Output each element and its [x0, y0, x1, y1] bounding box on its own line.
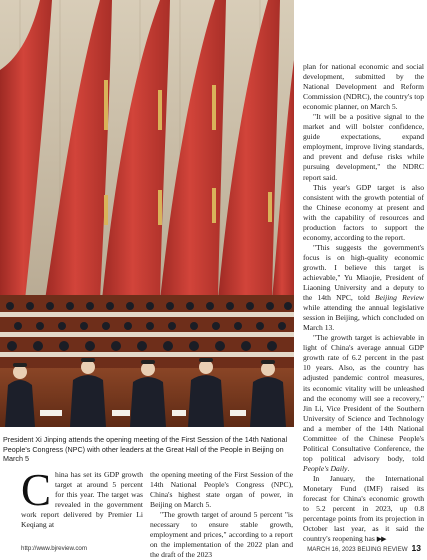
quote-text: .: [347, 463, 350, 473]
article-paragraph: [303, 333, 424, 474]
article-paragraph: hina has set its GDP growth target at around 5 percent for this year. The target was revealed in the government work report delivered by Premier Li Keqiang at: [21, 470, 143, 530]
drop-cap: C: [21, 465, 52, 515]
article-paragraph: "It will be a positive signal to the market and will bolster confidence, guide expectations, expand employment, improve living standards, and prevent and defuse risks while pursuing development," the NDRC report said.: [303, 112, 424, 182]
quote-text: In January, the International Monetary Fund (IMF) raised its forecast for China's economic growth to 5.2 percent in 2023, up 0.8 percentage points from its projection in October last year, as it said the country's reopening has: [303, 473, 424, 544]
article-column-right: [303, 62, 424, 544]
photo-caption: President Xi Jinping attends the opening meeting of the First Session of the 14th National People's Congress (NPC) with other leaders at the Great Hall of the People in Beijing on March 5: [3, 435, 288, 464]
footer-url: http://www.bjreview.com: [21, 545, 88, 552]
article-paragraph: This year's GDP target is also consistent with the growth potential of the Chinese economy at present and with the capability of resources and production factors to support the economy, according to the report.: [303, 182, 424, 242]
footer-issue: [307, 543, 421, 553]
article-paragraph: "The growth target of around 5 percent "is necessary to ensure stable growth, employment and prices," according to a report on the implementation of the 2022 plan and the draft of the 2023: [150, 510, 293, 560]
article-paragraph: [303, 243, 424, 333]
continue-arrow-icon: ▶▶: [376, 535, 386, 544]
article-paragraph: [303, 474, 424, 544]
quote-text: while attending the annual legislative session in Beijing, which concluded on March 13.: [303, 303, 424, 333]
page-number: 13: [411, 543, 421, 553]
article-column-left: [21, 465, 143, 530]
footer-issue-text: MARCH 16, 2023 BEIJING REVIEW: [307, 546, 408, 553]
quote-text: "This suggests the government's focus is on high-quality economic growth. I believe this target is achievable," Yu Miaojie, President of Liaoning University and a deputy to the 14th NPC, told: [303, 242, 424, 303]
article-column-middle: [150, 470, 293, 560]
publication-name: People's Daily: [303, 463, 348, 473]
quote-text: "The growth target is achievable in light of China's average annual GDP growth rate of 6.2 percent in the past 10 years. Also, as the country has adjusted pandemic control measures, its economic vitality will be unleashed and the economy will see a recovery," Jin Li, Vice President of the Southern University of Science and Technology and a member of the 14th National Committee of the Chinese People's Political Consultative Conference, the top political advisory body, told: [303, 333, 424, 463]
publication-name: Beijing Review: [374, 293, 424, 303]
article-paragraph: plan for national economic and social development, submitted by the National Development and Reform Commission (NDRC), the country's top economic planner, on March 5.: [303, 62, 424, 112]
article-paragraph: the opening meeting of the First Session of the 14th National People's Congress (NPC), China's highest state organ of power, in Beijing on March 5.: [150, 470, 293, 510]
